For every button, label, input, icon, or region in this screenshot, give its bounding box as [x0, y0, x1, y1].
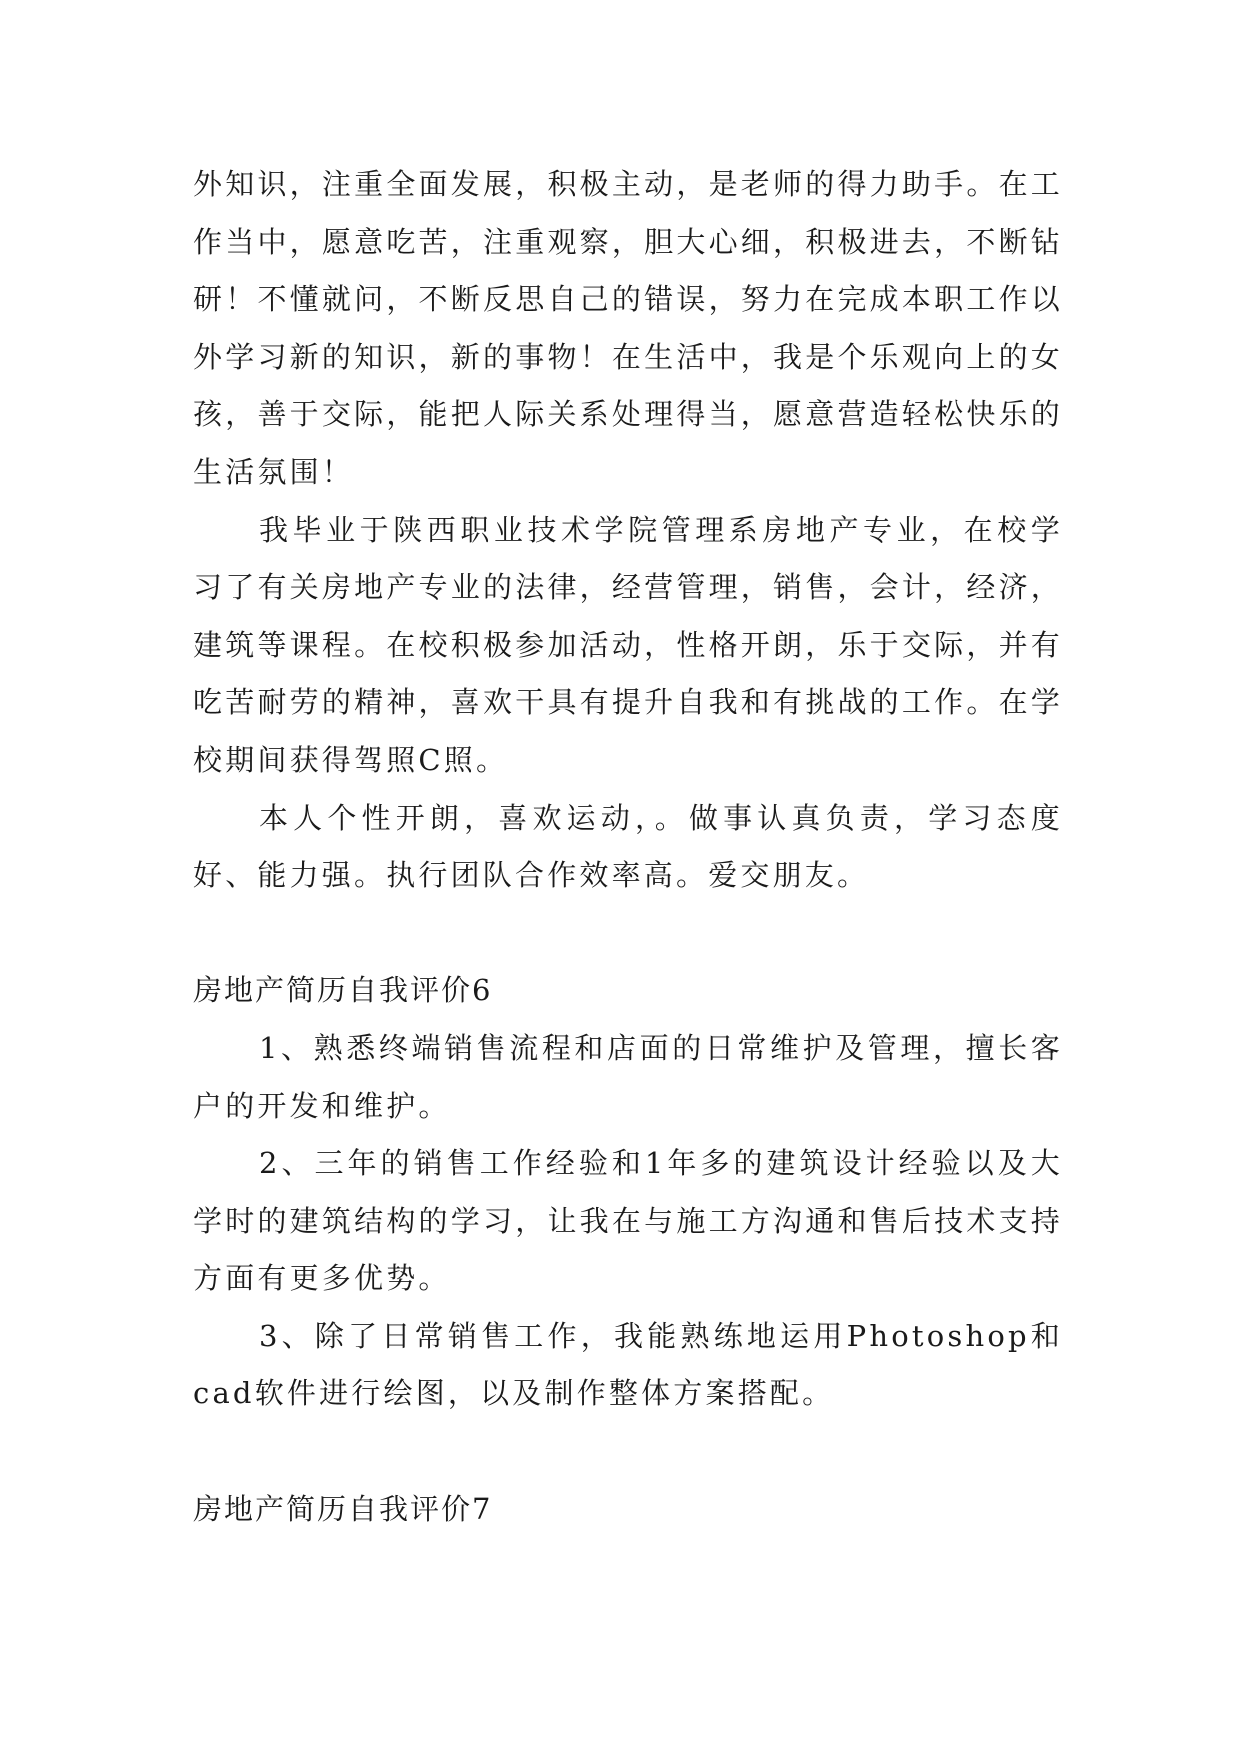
paragraph-item-2: 2、三年的销售工作经验和1年多的建筑设计经验以及大学时的建筑结构的学习，让我在与施工方沟通和售后技术支持方面有更多优势。 — [193, 1146, 1063, 1296]
section-spacer — [193, 1423, 1063, 1481]
paragraph-continuation: 外知识，注重全面发展，积极主动，是老师的得力助手。在工作当中，愿意吃苦，注重观察，胆大心细，积极进去，不断钻研！不懂就问，不断反思自己的错误，努力在完成本职工作以外学习新的知识，新的事物！在生活中，我是个乐观向上的女孩，善于交际，能把人际关系处理得当，愿意营造轻松快乐的生活氛围！ — [193, 167, 1063, 489]
paragraph-education: 我毕业于陕西职业技术学院管理系房地产专业，在校学习了有关房地产专业的法律，经营管理，销售，会计，经济，建筑等课程。在校积极参加活动，性格开朗，乐于交际，并有吃苦耐劳的精神，喜欢干具有提升自我和有挑战的工作。在学校期间获得驾照C照。 — [193, 512, 1063, 777]
document-body — [193, 156, 1063, 1538]
section-heading-6: 房地产简历自我评价6 — [193, 973, 493, 1008]
paragraph-item-1: 1、熟悉终端销售流程和店面的日常维护及管理，擅长客户的开发和维护。 — [193, 1030, 1063, 1123]
paragraph-personality: 本人个性开朗，喜欢运动，。做事认真负责，学习态度好、能力强。执行团队合作效率高。爱交朋友。 — [193, 800, 1063, 893]
section-spacer — [193, 905, 1063, 963]
section-heading-7: 房地产简历自我评价7 — [193, 1491, 493, 1526]
paragraph-item-3: 3、除了日常销售工作，我能熟练地运用Photoshop和cad软件进行绘图，以及制作整体方案搭配。 — [193, 1318, 1063, 1411]
